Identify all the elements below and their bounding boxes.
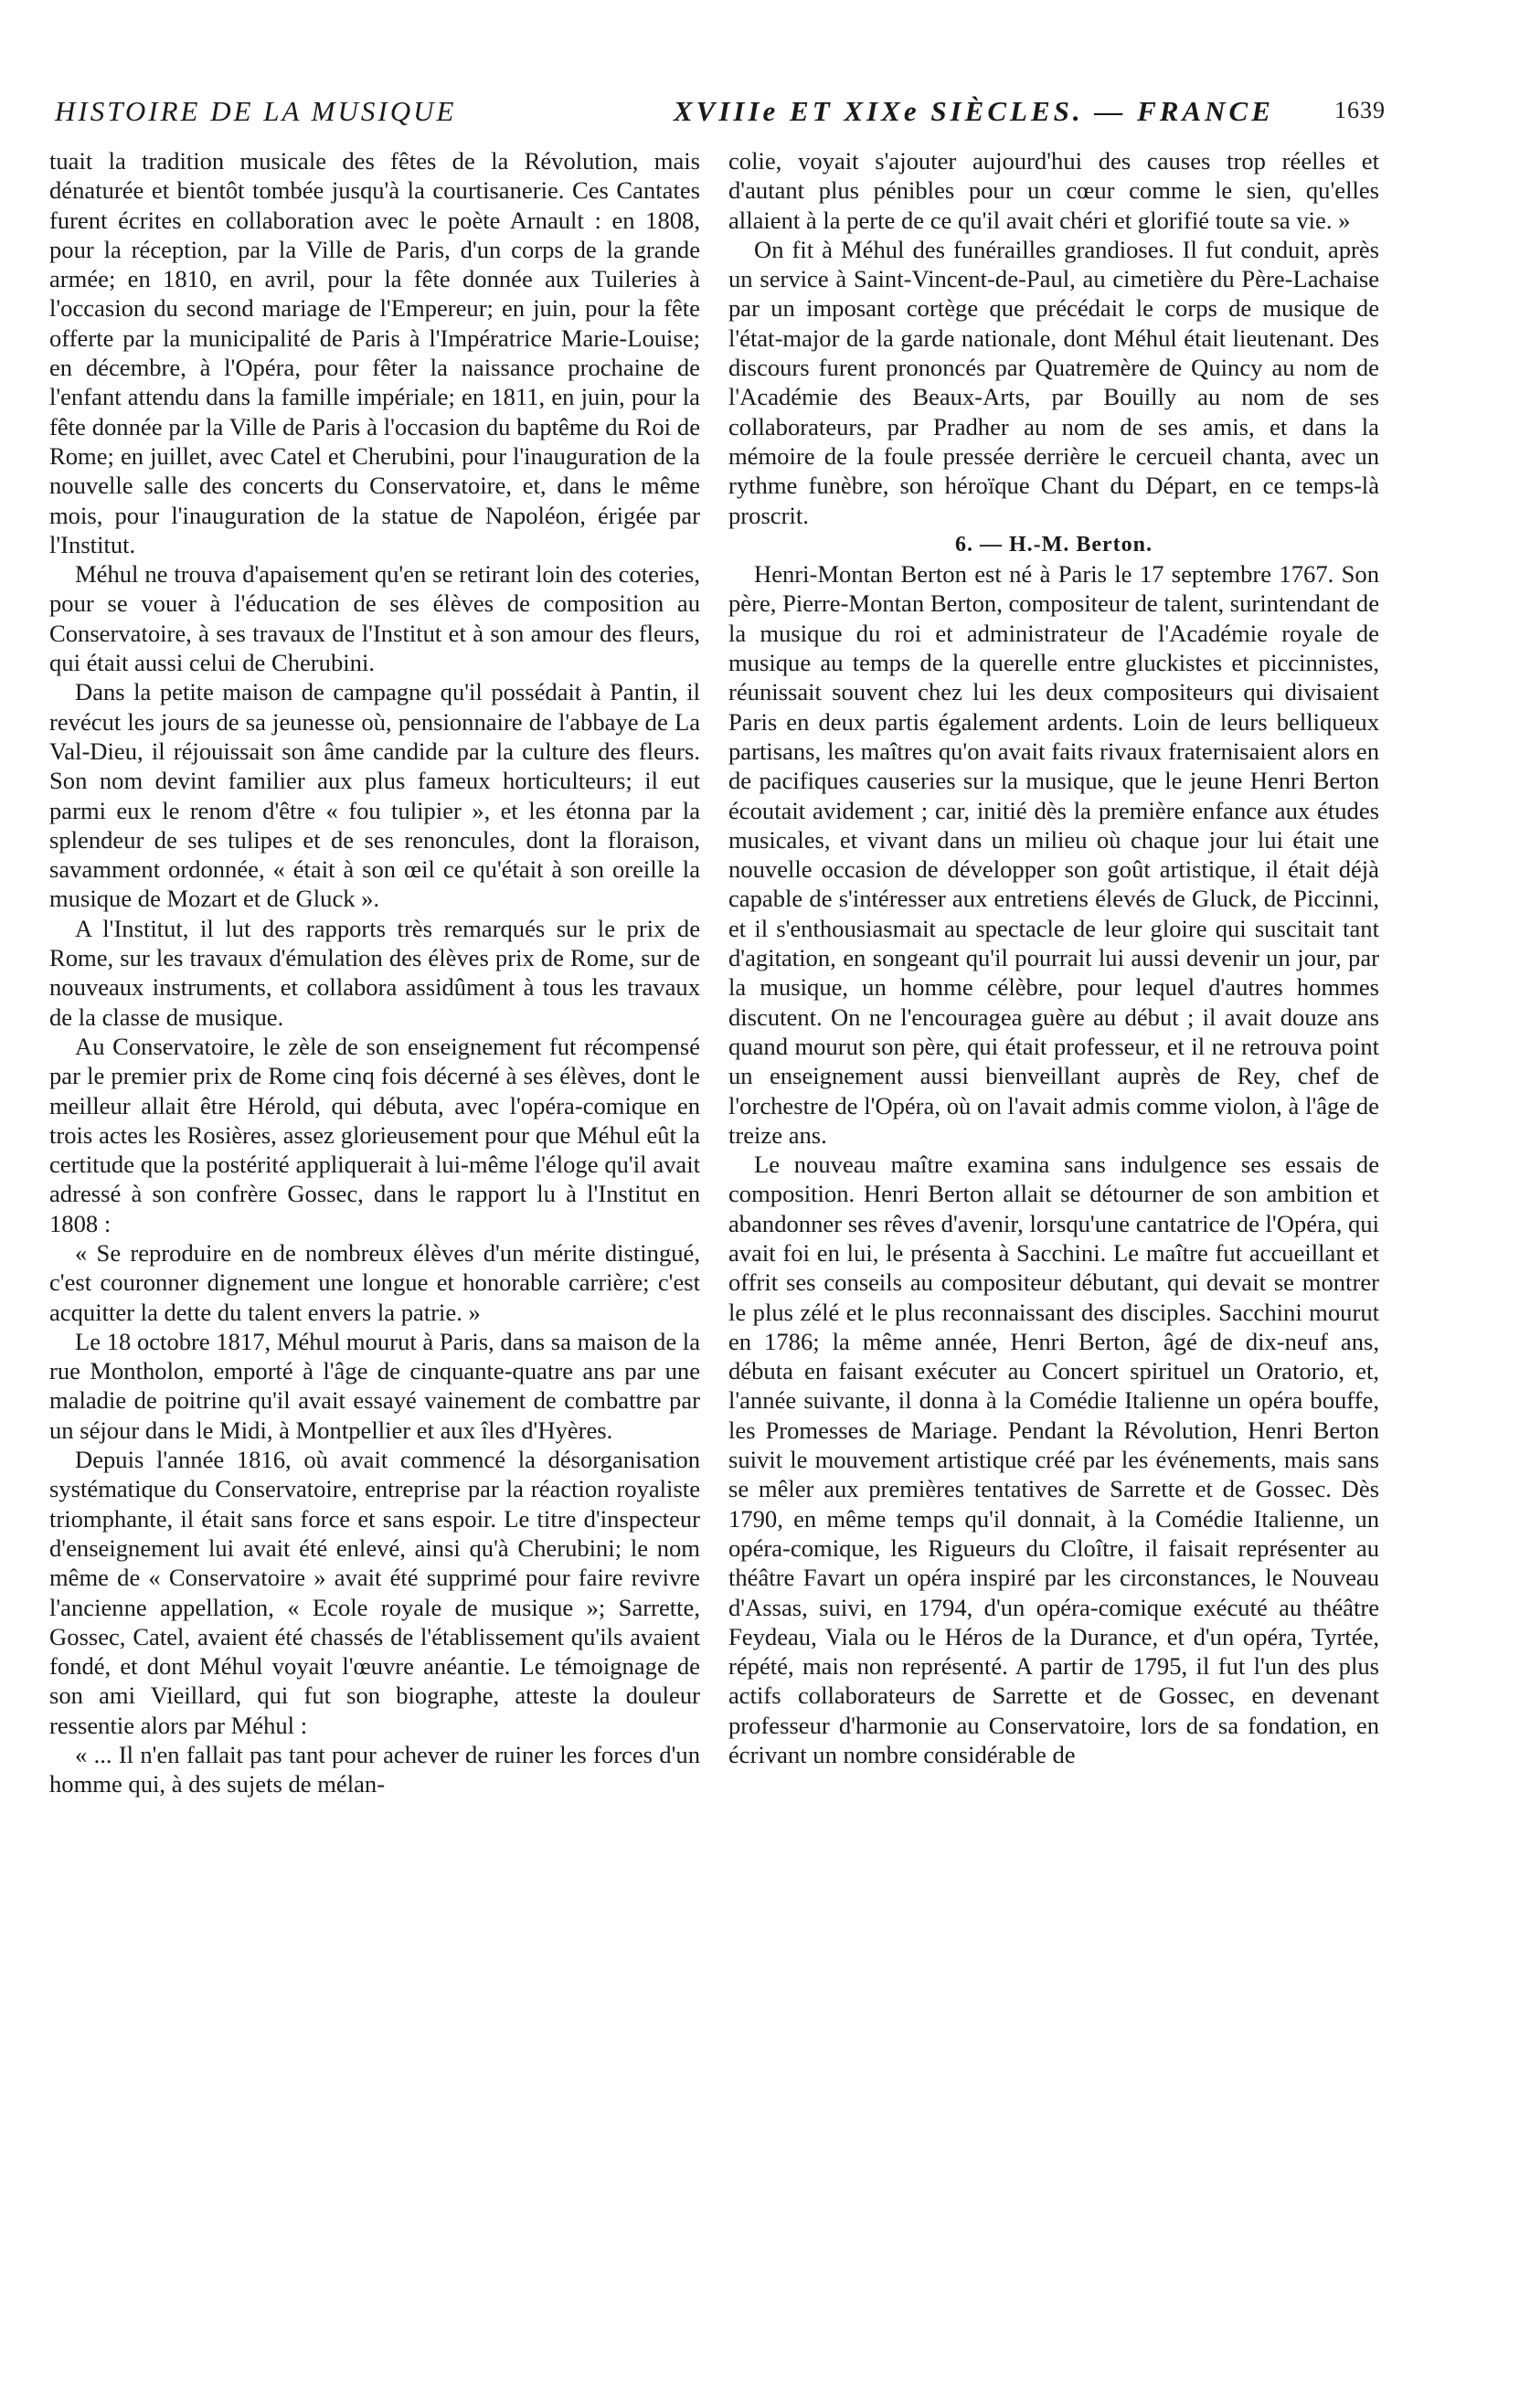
- paragraph: colie, voyait s'ajouter aujourd'hui des causes trop réelles et d'autant plus pénibles pour un cœur comme le sien, qu'elles allaient à la perte de ce qu'il avait chéri et glorifié toute sa vie. »: [728, 147, 1379, 234]
- paragraph: A l'Institut, il lut des rapports très remarqués sur le prix de Rome, sur les travaux d'émulation des élèves prix de Rome, sur de nouveaux instruments, et collabora assidûment à tous les travaux de la classe de musique.: [49, 914, 700, 1031]
- right-column: [728, 146, 1379, 1769]
- paragraph: Méhul ne trouva d'apaisement qu'en se retirant loin des coteries, pour se vouer à l'éducation de ses élèves de composition au Conservatoire, à ses travaux de l'Institut et à son amour des fleurs, qui était aussi celui de Cherubini.: [49, 560, 700, 677]
- paragraph: tuait la tradition musicale des fêtes de la Révolution, mais dénaturée et bientôt tombée jusqu'à la courtisanerie. Ces Cantates furent écrites en collaboration avec le poète Arnault : en 1808, pour la réception, par la Ville de Paris, d'un corps de la grande armée; en 1810, en avril, pour la fête donnée aux Tuileries à l'occasion du second mariage de l'Empereur; en juin, pour la fête offerte par la municipalité de Paris à l'Impératrice Marie-Louise; en décembre, à l'Opéra, pour fêter la naissance prochaine de l'enfant attendu dans la famille impériale; en 1811, en juin, pour la fête donnée par la Ville de Paris à l'occasion du baptême du Roi de Rome; en juillet, avec Catel et Cherubini, pour l'inauguration de la nouvelle salle des concerts du Conservatoire, et, dans le même mois, pour l'inauguration de la statue de Napoléon, érigée par l'Institut.: [49, 147, 700, 558]
- quotation: « ... Il n'en fallait pas tant pour achever de ruiner les forces d'un homme qui, à des sujets de mélan-: [49, 1741, 700, 1798]
- header-book-title: HISTOIRE DE LA MUSIQUE: [55, 95, 457, 127]
- section-heading: 6. — H.-M. Berton.: [955, 532, 1153, 557]
- paragraph: On fit à Méhul des funérailles grandioses. Il fut conduit, après un service à Saint-Vincent-de-Paul, au cimetière du Père-Lachaise par un imposant cortège que précédait le corps de musique de l'état-major de la garde nationale, dont Méhul était lieutenant. Des discours furent prononcés par Quatremère de Quincy au nom de l'Académie des Beaux-Arts, par Bouilly au nom de ses collaborateurs, par Pradher au nom de ses amis, et dans la mémoire de la foule pressée derrière le cercueil chanta, avec un rythme funèbre, son héroïque Chant du Départ, en ce temps-là proscrit.: [728, 235, 1379, 529]
- paragraph: Dans la petite maison de campagne qu'il possédait à Pantin, il revécut les jours de sa jeunesse où, pensionnaire de l'abbaye de La Val-Dieu, il réjouissait son âme candide par la culture des fleurs. Son nom devint familier aux plus fameux horticulteurs; il eut parmi eux le renom d'être « fou tulipier », et les étonna par la splendeur de ses tulipes et de ses renoncules, dont la floraison, savamment ordonnée, « était à son œil ce qu'était à son oreille la musique de Mozart et de Gluck ».: [49, 678, 700, 913]
- left-column: [49, 146, 700, 1799]
- header-chapter-title: XVIIIe ET XIXe SIÈCLES. — FRANCE: [674, 95, 1274, 127]
- paragraph: Depuis l'année 1816, où avait commencé la désorganisation systématique du Conservatoire, entreprise par la réaction royaliste triomphante, il était sans force et sans espoir. Le titre d'inspecteur d'enseignement lui avait été enlevé, ainsi qu'à Cherubini; le nom même de « Conservatoire » avait été supprimé pour faire revivre l'ancienne appellation, « Ecole royale de musique »; Sarrette, Gossec, Catel, avaient été chassés de l'établissement qu'ils avaient fondé, et dont Méhul voyait l'œuvre anéantie. Le témoignage de son ami Vieillard, qui fut son biographe, atteste la douleur ressentie alors par Méhul :: [49, 1446, 700, 1739]
- quotation: « Se reproduire en de nombreux élèves d'un mérite distingué, c'est couronner dignement une longue et honorable carrière; c'est acquitter la dette du talent envers la patrie. »: [49, 1238, 700, 1326]
- paragraph: Henri-Montan Berton est né à Paris le 17 septembre 1767. Son père, Pierre-Montan Berton, compositeur de talent, surintendant de la musique du roi et administrateur de l'Académie royale de musique au temps de la querelle entre gluckistes et piccinnistes, réunissait souvent chez lui les deux compositeurs qui divisaient Paris en deux partis également ardents. Loin de leurs belliqueux partisans, les maîtres qu'on avait faits rivaux fraternisaient alors en de pacifiques causeries sur la musique, que le jeune Henri Berton écoutait avidement ; car, initié dès la première enfance aux études musicales, et vivant dans un milieu où chaque jour lui était une nouvelle occasion de développer son goût artistique, il était déjà capable de s'intéresser aux entretiens élevés de Gluck, de Piccinni, et il s'enthousiasmait au spectacle de leur gloire qui suscitait tant d'agitation, en songeant qu'il pourrait lui aussi devenir un jour, par la musique, un homme célèbre, pour lequel d'autres hommes discutent. On ne l'encouragea guère au début ; il avait douze ans quand mourut son père, qui était professeur, et il ne retrouva point un enseignement aussi bienveillant auprès de Rey, chef de l'orchestre de l'Opéra, où on l'avait admis comme violon, à l'âge de treize ans.: [728, 560, 1379, 1149]
- paragraph: Le nouveau maître examina sans indulgence ses essais de composition. Henri Berton allait se détourner de son ambition et abandonner ses rêves d'avenir, lorsqu'une cantatrice de l'Opéra, qui avait foi en lui, le présenta à Sacchini. Le maître fut accueillant et offrit ses conseils au compositeur débutant, qui devait se montrer le plus zélé et le plus reconnaissant des disciples. Sacchini mourut en 1786; la même année, Henri Berton, âgé de dix-neuf ans, débuta en faisant exécuter au Concert spirituel un Oratorio, et, l'année suivante, il donna à la Comédie Italienne un opéra bouffe, les Promesses de Mariage. Pendant la Révolution, Henri Berton suivit le mouvement artistique créé par les événements, mais sans se mêler aux premières tentatives de Sarrette et de Gossec. Dès 1790, en même temps qu'il donnait, à la Comédie Italienne, un opéra-comique, les Rigueurs du Cloître, il faisait représenter au théâtre Favart un opéra inspiré par les circonstances, le Nouveau d'Assas, suivi, en 1794, d'un opéra-comique exécuté au théâtre Feydeau, Viala ou le Héros de la Durance, et d'un opéra, Tyrtée, répété, mais non représenté. A partir de 1795, il fut l'un des plus actifs collaborateurs de Sarrette et de Gossec, en devenant professeur d'harmonie au Conservatoire, lors de sa fondation, en écrivant un nombre considérable de: [728, 1151, 1379, 1769]
- page-number: 1639: [1334, 97, 1386, 123]
- paragraph: Le 18 octobre 1817, Méhul mourut à Paris, dans sa maison de la rue Montholon, emporté à l'âge de cinquante-quatre ans par une maladie de poitrine qu'il avait essayé vainement de combattre par un séjour dans le Midi, à Montpellier et aux îles d'Hyères.: [49, 1327, 700, 1444]
- running-header: [55, 95, 1386, 132]
- paragraph: Au Conservatoire, le zèle de son enseignement fut récompensé par le premier prix de Rome cinq fois décerné à ses élèves, dont le meilleur allait être Hérold, qui débuta, avec l'opéra-comique en trois actes les Rosières, assez glorieusement pour que Méhul eût la certitude que la postérité appliquerait à lui-même l'éloge qu'il avait adressé à son confrère Gossec, dans le rapport lu à l'Institut en 1808 :: [49, 1032, 700, 1237]
